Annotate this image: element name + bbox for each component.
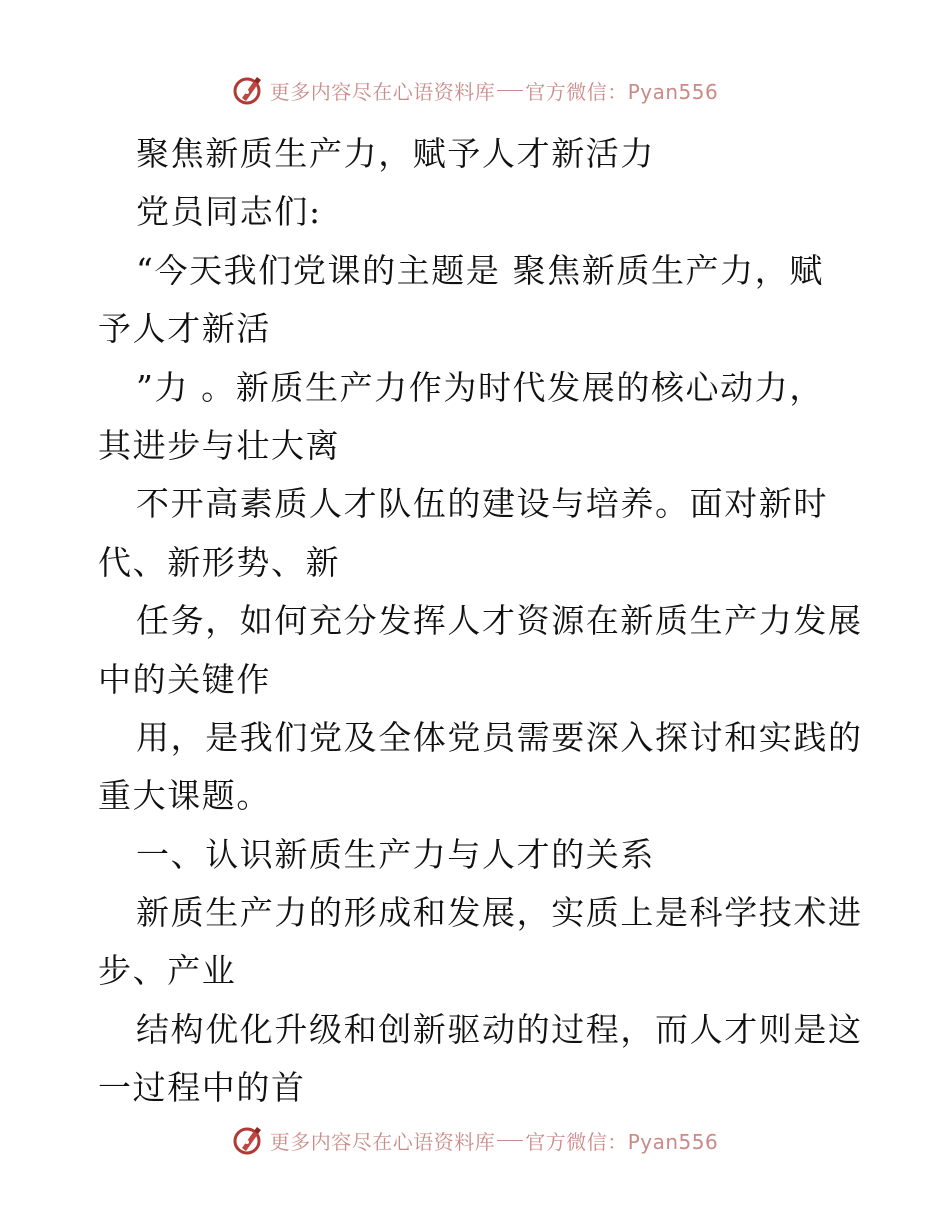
text-line: 重大课题。: [98, 776, 271, 816]
watermark-dash: [497, 1140, 523, 1141]
text-line: 予人才新活: [98, 309, 271, 349]
pen-circle-logo-icon: [232, 1123, 266, 1157]
text-line: 中的关键作: [98, 659, 271, 699]
watermark-brand: 更多内容尽在心语资料库: [269, 1129, 496, 1154]
watermark-brand: 更多内容尽在心语资料库: [269, 79, 496, 104]
watermark-contact: 官方微信：Pyan556: [525, 79, 719, 104]
text-line: 代、新形势、新: [98, 542, 341, 582]
text-line: 不开高素质人才队伍的建设与培养。面对新时: [136, 484, 828, 524]
text-line: 一、认识新质生产力与人才的关系: [136, 834, 655, 874]
text-line: 结构优化升级和创新驱动的过程，而人才则是这: [136, 1009, 863, 1049]
footer-watermark: [0, 1120, 950, 1160]
text-line: 聚焦新质生产力，赋予人才新活力: [136, 134, 655, 173]
header-watermark: [0, 70, 950, 110]
text-line: 党员同志们:: [136, 192, 322, 232]
text-line: 其进步与壮大离: [98, 425, 341, 465]
watermark-contact: 官方微信：Pyan556: [525, 1129, 719, 1154]
text-line: 用，是我们党及全体党员需要深入探讨和实践的: [136, 717, 863, 757]
document-body: [98, 125, 863, 1118]
text-line: 一过程中的首: [98, 1068, 306, 1108]
text-line: 任务，如何充分发挥人才资源在新质生产力发展: [136, 601, 863, 641]
text-line: 新质生产力的形成和发展，实质上是科学技术进: [136, 893, 863, 933]
watermark-dash: [497, 90, 523, 91]
text-line: “今天我们党课的主题是 聚焦新质生产力，赋: [136, 250, 824, 290]
pen-circle-logo-icon: [232, 73, 266, 107]
text-line: 步、产业: [98, 951, 237, 991]
text-line: ”力 。新质生产力作为时代发展的核心动力，: [136, 367, 824, 407]
